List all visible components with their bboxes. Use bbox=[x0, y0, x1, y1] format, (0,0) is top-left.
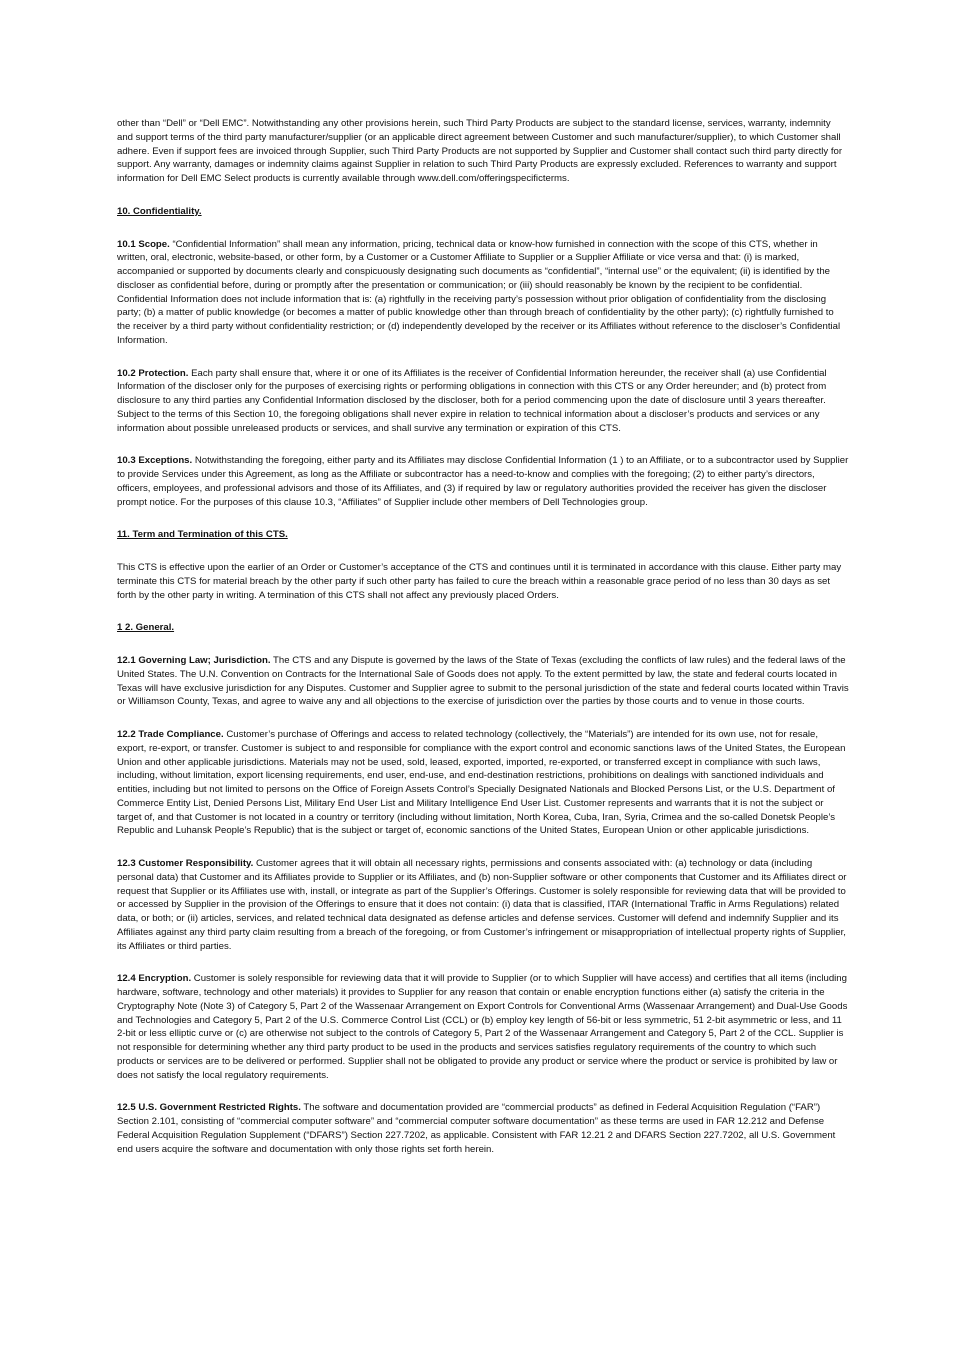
clause-12-1 bbox=[117, 654, 849, 709]
section-12-heading: 1 2. General. bbox=[117, 622, 175, 634]
section-11-heading: 11. Term and Termination of this CTS. bbox=[117, 529, 288, 541]
clause-12-2-label: 12.2 Trade Compliance. bbox=[117, 729, 224, 740]
clause-12-3-text: Customer agrees that it will obtain all necessary rights, permissions and consents associated with: (a) technology or data (including personal data) that Customer and its Affiliates provide to Supplier or its Affiliates, and (b) non-Supplier software or other components that Customer and its Affiliates direct or request that Supplier or its Affiliates use with, install, or integrate as part of the Supplier’s Offerings. Customer is solely responsible for reviewing data that will be provided to or accessed by Supplier in the provision of the Offerings to ensure that it does not contain: (i) data that is classified, ITAR (International Traffic in Arms Regulations) related data, or both; or (ii) articles, services, and related technical data designated as defense articles and defense services. Customer will defend and indemnify Supplier and its Affiliates against any third party claim resulting from a breach of the foregoing, or from Customer’s infringement or misappropriation of intellectual property rights of Supplier, its Affiliates or third parties. bbox=[117, 858, 847, 952]
intro-paragraph: other than “Dell” or “Dell EMC”. Notwithstanding any other provisions herein, such Third Party Products are subject to the standard license, services, warranty, indemnity and support terms of the third party manufacturer/supplier (or an applicable direct agreement between Customer and such manufacturer/supplier), to which Customer shall adhere. Even if support fees are invoiced through Supplier, such Third Party Products are not supported by Supplier and Customer shall contact such third party directly for support. Any warranty, damages or indemnity claims against Supplier in relation to such Third Party Products are expressly excluded. References to warranty and support information for Dell EMC Select products is currently available through www.dell.com/offeringspecificterms. bbox=[117, 118, 843, 184]
document-page bbox=[117, 117, 849, 1175]
section-10-heading: 10. Confidentiality. bbox=[117, 205, 202, 217]
clause-10-2-label: 10.2 Protection. bbox=[117, 367, 189, 379]
clause-10-2 bbox=[117, 367, 849, 436]
clause-12-5 bbox=[117, 1101, 849, 1156]
clause-10-3-label: 10.3 Exceptions. bbox=[117, 455, 193, 467]
clause-12-2 bbox=[117, 728, 849, 838]
clause-10-3-text: Notwithstanding the foregoing, either party and its Affiliates may disclose Confidential Information (1 ) to an Affiliate, or to a subcontractor used by Supplier to provide Services under this Agreement, as long as the Affiliate or subcontractor has a need-to-know and complies with the foregoing; (2) to either party’s directors, officers, employees, and professional advisors and those of its Affiliates, and (3) if required by law or regulatory authorities provided the receiver has given the discloser prompt notice. For the purposes of this clause 10.3, “Affiliates” of Supplier include other members of Dell Technologies group. bbox=[117, 455, 849, 508]
clause-12-3 bbox=[117, 857, 849, 953]
clause-10-2-text: Each party shall ensure that, where it or one of its Affiliates is the receiver of Confidential Information hereunder, the receiver shall (a) use Confidential Information of the discloser only for the purposes of exercising rights or performing obligations in connection with this CTS or any Order hereunder; and (b) protect from disclosure to any third parties any Confidential Information disclosed by the discloser, both for a period commencing upon the date of disclosure until 3 years thereafter. Subject to the terms of this Section 10, the foregoing obligations shall never expire in relation to technical information about a discloser’s products and services or any information about possible unreleased products or services, and shall survive any termination or expiration of this CTS. bbox=[117, 367, 827, 434]
clause-10-1-text: “Confidential Information” shall mean any information, pricing, technical data or know-how furnished in connection with the scope of this CTS, whether in written, oral, electronic, website-based, or other form, by a Customer or a Customer Affiliate to Supplier or a Supplier Affiliate or vice versa and that: (i) is marked, accompanied or supported by documents clearly and conspicuously designating such documents as “confidential”, “internal use” or the equivalent; (ii) is identified by the discloser as confidential before, during or promptly after the presentation or communication; or (iii) should reasonably be known by the recipient to be confidential. Confidential Information does not include information that is: (a) rightfully in the receiving party’s possession without prior obligation of confidentiality from the disclosing party; (b) a matter of public knowledge (or becomes a matter of public knowledge other than through breach of confidentiality by the other party); (c) rightfully furnished to the receiver by a third party without confidentiality restriction; or (d) independently developed by the receiver or its Affiliates without reference to the discloser’s Confidential Information. bbox=[117, 238, 841, 346]
clause-10-3 bbox=[117, 454, 849, 509]
clause-12-1-text: The CTS and any Dispute is governed by the laws of the State of Texas (excluding the conflicts of law rules) and the federal laws of the United States. The U.N. Convention on Contracts for the International Sale of Goods does not apply. To the extent permitted by law, the state and federal courts located in Texas will have exclusive jurisdiction for any Disputes. Customer and Supplier agree to submit to the personal jurisdiction of the state and federal courts located within Travis or Williamson County, Texas, and agree to waive any and all objections to the exercise of jurisdiction over the parties by those courts and to venue in those courts. bbox=[117, 655, 849, 708]
clause-12-5-text: The software and documentation provided are “commercial products” as defined in Federal Acquisition Regulation (“FAR”) Section 2.101, consisting of “commercial computer software” and “commercial computer software documentation” as these terms are used in FAR 12.212 and Defense Federal Acquisition Regulation Supplement (“DFARS”) Section 227.7202, as applicable. Consistent with FAR 12.21 2 and DFARS Section 227.7202, all U.S. Government end users acquire the software and documentation with only those rights set forth herein. bbox=[117, 1102, 836, 1155]
section-11-text: This CTS is effective upon the earlier of an Order or Customer’s acceptance of the CTS and continues until it is terminated in accordance with this clause. Either party may terminate this CTS for material breach by the other party if such other party has failed to cure the breach within a reasonable grace period of no less than 30 days as set forth by the other party in writing. A termination of this CTS shall not affect any previously placed Orders. bbox=[117, 562, 842, 601]
clause-12-3-label: 12.3 Customer Responsibility. bbox=[117, 858, 254, 869]
clause-12-1-label: 12.1 Governing Law; Jurisdiction. bbox=[117, 655, 271, 666]
clause-12-4-label: 12.4 Encryption. bbox=[117, 973, 192, 985]
clause-10-1 bbox=[117, 238, 849, 348]
clause-10-1-label: 10.1 Scope. bbox=[117, 238, 170, 250]
clause-12-5-label: 12.5 U.S. Government Restricted Rights. bbox=[117, 1102, 301, 1114]
clause-12-4-text: Customer is solely responsible for reviewing data that it will provide to Supplier (or to which Supplier will have access) and certifies that all items (including hardware, software, technology and other materials) it provides to Supplier for any reason that contain or enable encryption functions either (a) satisfy the criteria in the Cryptography Note (Note 3) of Category 5, Part 2 of the Wassenaar Arrangement on Export Controls for Conventional Arms (Wassenaar Arrangement) and Dual-Use Goods and Technologies and Category 5, Part 2 of the U.S. Commerce Control List (CCL) or (b) employ key length of 56-bit or less symmetric, 51 2-bit asymmetric or less, and 11 2-bit or less elliptic curve or (c) are otherwise not subject to the controls of Category 5, Part 2 of the Wassenaar Arrangement and Category 5, Part 2 of the CCL. Supplier is not responsible for determining whether any third party product to be used in the products and services satisfies regulatory requirements of the country to which such products or services are to be delivered or performed. Supplier shall not be obligated to provide any product or service where the product or service is prohibited by law or does not satisfy the local regulatory requirements. bbox=[117, 973, 848, 1081]
clause-12-4 bbox=[117, 972, 849, 1082]
clause-12-2-text: Customer’s purchase of Offerings and access to related technology (collectively, the “Materials”) are intended for its own use, not for resale, export, re-export, or transfer. Customer is subject to and responsible for compliance with the export control and economic sanctions laws of the United States, the European Union and other applicable jurisdictions. Materials may not be used, sold, leased, exported, imported, re-exported, or transferred except in compliance with such laws, including, without limitation, export licensing requirements, end user, end-use, and end-destination restrictions, prohibitions on dealings with sanctioned individuals and entities, including but not limited to persons on the Office of Foreign Assets Control’s Specially Designated Nationals and Blocked Persons List, or the U.S. Department of Commerce Entity List, Denied Persons List, Military End User List and Military Intelligence End User List. Customer represents and warrants that it is not the subject or target of, and that Customer is not located in a country or territory (including without limitation, North Korea, Cuba, Iran, Syria, Crimea and the so-called Donetsk People’s Republic and Luhansk People’s Republic) that is the subject or target of, economic sanctions of the United States, European Union or other applicable jurisdictions. bbox=[117, 729, 846, 837]
